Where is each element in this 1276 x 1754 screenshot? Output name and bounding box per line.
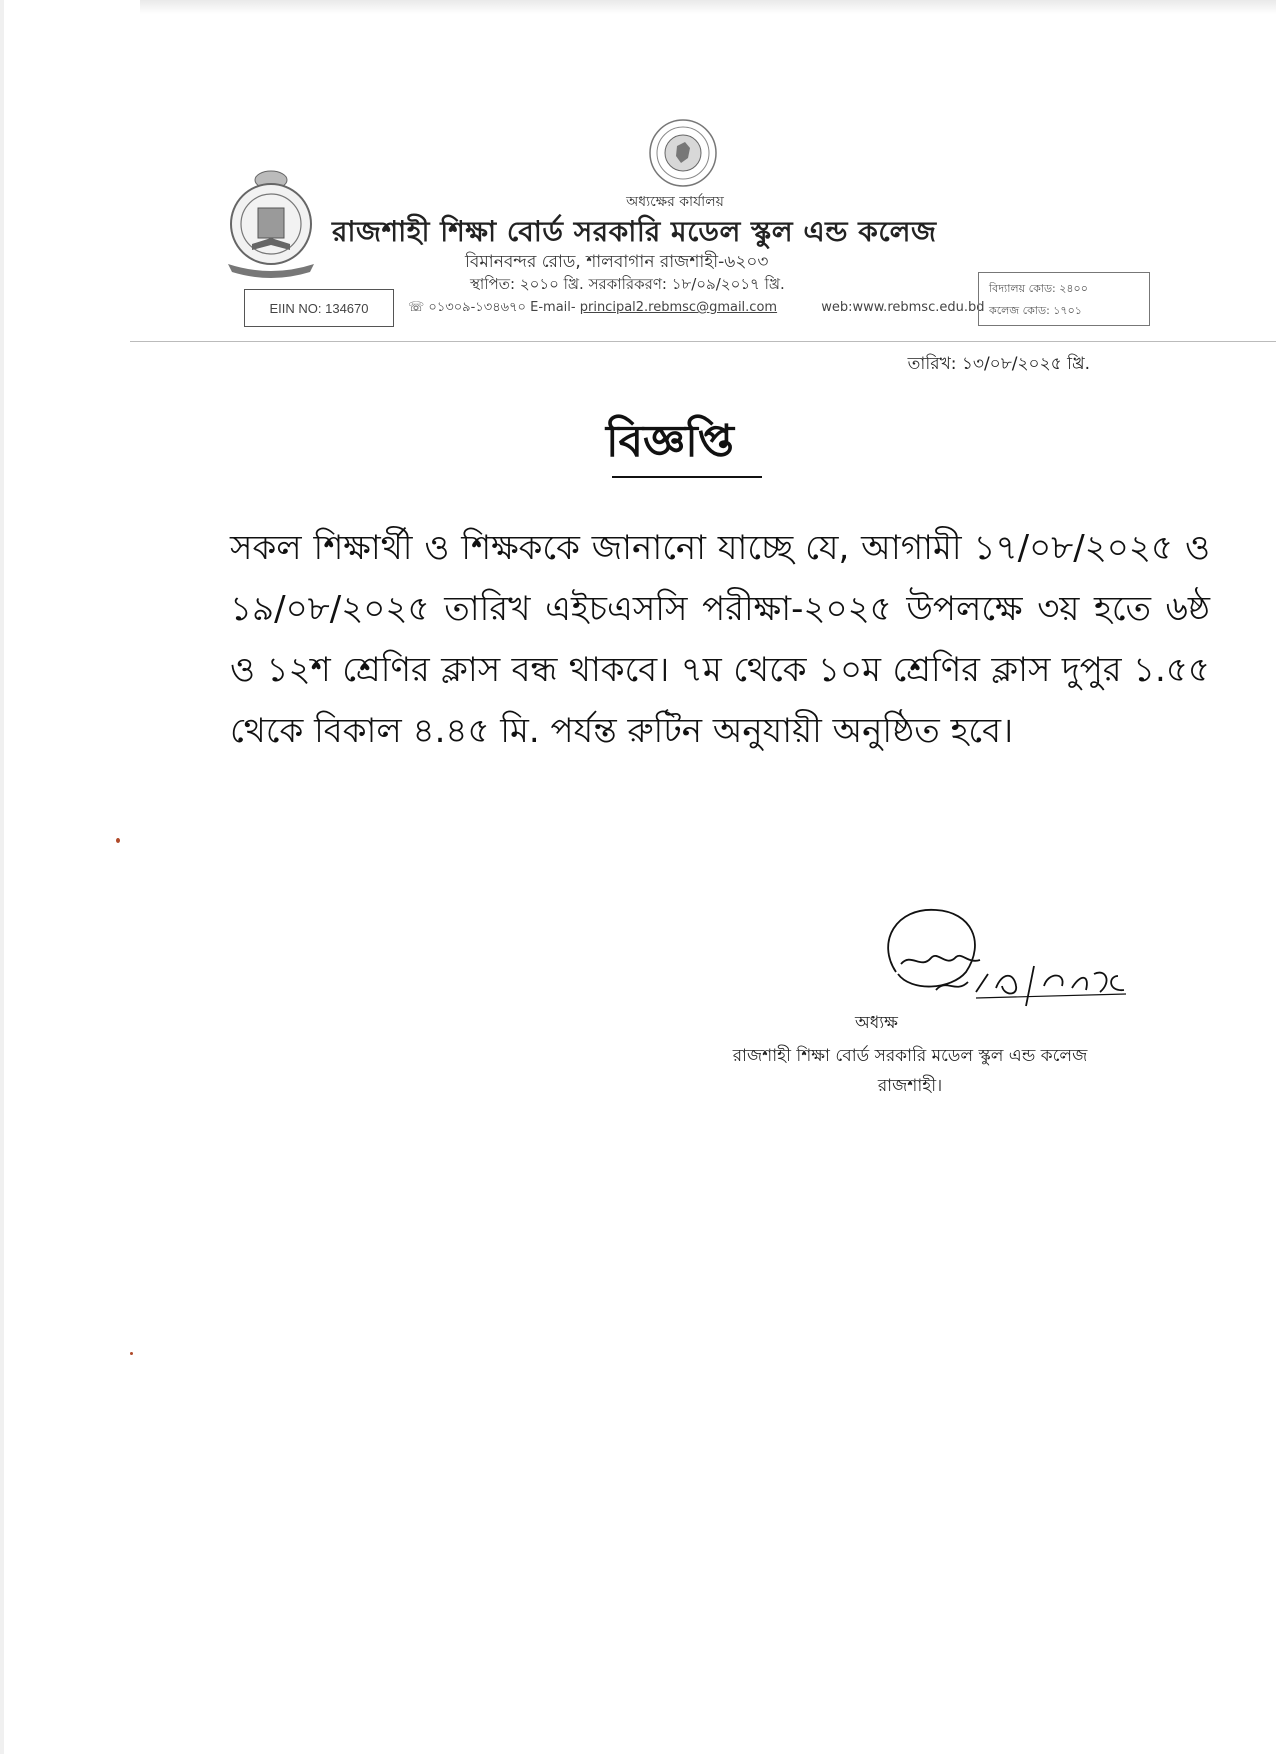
- handwritten-signature: [876, 902, 1146, 1012]
- signatory-organization: রাজশাহী শিক্ষা বোর্ড সরকারি মডেল স্কুল এন্ড কলেজ: [732, 1046, 1088, 1066]
- phone-number: ☏ ০১৩০৯-১৩৪৬৭০: [408, 300, 526, 315]
- signatory-title: অধ্যক্ষ: [855, 1013, 898, 1033]
- scan-shadow: [140, 0, 1276, 14]
- notice-body: সকল শিক্ষার্থী ও শিক্ষককে জানানো যাচ্ছে যে, আগামী ১৭/০৮/২০২৫ ও ১৯/০৮/২০২৫ তারিখ এইচএসসি পরীক্ষা-২০২৫ উপলক্ষে ৩য় হতে ৬ষ্ঠ ও ১২শ শ্রেণির ক্লাস বন্ধ থাকবে। ৭ম থেকে ১০ম শ্রেণির ক্লাস দুপুর ১.৫৫ থেকে বিকাল ৪.৪৫ মি. পর্যন্ত রুটিন অনুযায়ী অনুষ্ঠিত হবে।: [230, 528, 1210, 751]
- established-info: স্থাপিত: ২০১০ খ্রি. সরকারিকরণ: ১৮/০৯/২০১৭ খ্রি.: [470, 275, 785, 293]
- website-link[interactable]: web:www.rebmsc.edu.bd: [821, 300, 985, 315]
- signatory-city: রাজশাহী।: [877, 1076, 943, 1096]
- title-underline: [612, 476, 762, 478]
- school-code: বিদ্যালয় কোড: ২৪০০: [989, 282, 1088, 295]
- header-divider: [130, 341, 1276, 342]
- contact-line: [408, 298, 985, 319]
- school-address: বিমানবন্দর রোড, শালবাগান রাজশাহী-৬২০৩: [465, 252, 769, 272]
- school-logo-icon: [222, 168, 320, 282]
- school-name: রাজশাহী শিক্ষা বোর্ড সরকারি মডেল স্কুল এন্ড কলেজ: [332, 215, 937, 248]
- eiin-number: EIIN NO: 134670: [269, 300, 369, 316]
- college-code: কলেজ কোড: ১৭০১: [989, 304, 1082, 317]
- email-link[interactable]: principal2.rebmsc@gmail.com: [579, 300, 778, 315]
- government-seal-icon: [648, 118, 718, 188]
- scan-edge: [0, 0, 4, 1754]
- scan-speck: [116, 838, 120, 843]
- email-label: E-mail-: [530, 300, 576, 315]
- eiin-box: [244, 289, 394, 327]
- office-label: অধ্যক্ষের কার্যালয়: [626, 194, 724, 210]
- notice-date: তারিখ: ১৩/০৮/২০২৫ খ্রি.: [907, 354, 1090, 374]
- notice-title: বিজ্ঞপ্তি: [606, 416, 734, 467]
- scan-speck: [130, 1352, 133, 1355]
- institution-codes: [978, 272, 1150, 326]
